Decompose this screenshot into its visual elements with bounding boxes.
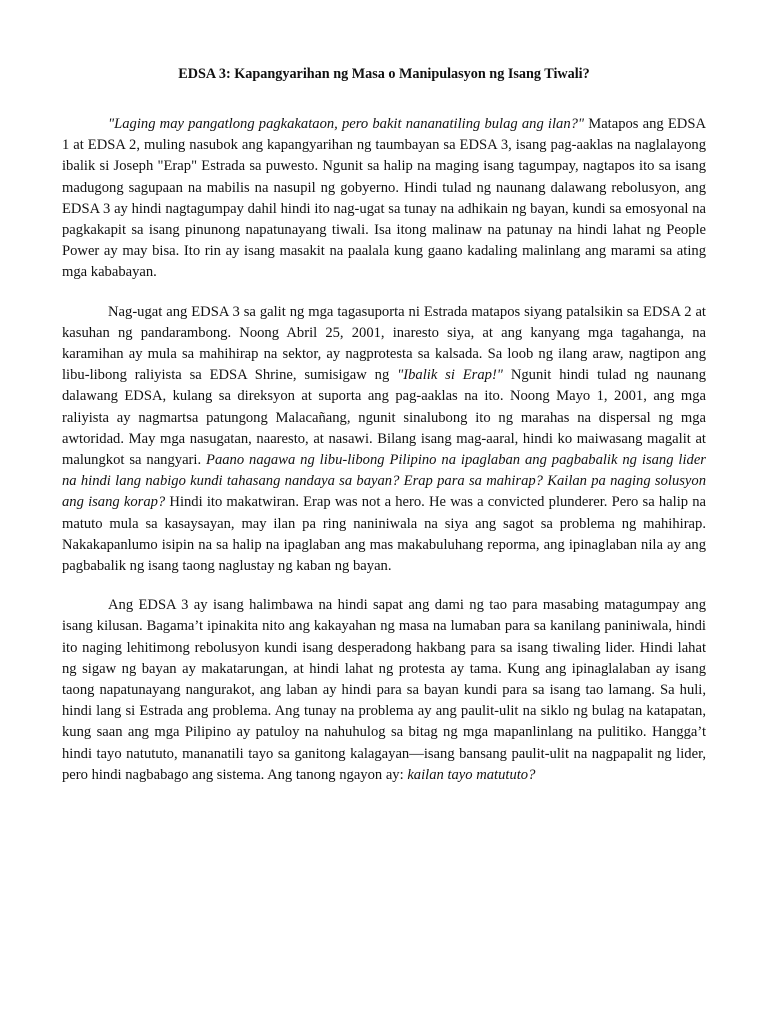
paragraph-1-run-2: Matapos ang EDSA 1 at EDSA 2, muling nasubok ang kapangyarihan ng taumbayan sa EDSA 3, isang pag-aaklas na naglalayong ibalik si Joseph "Erap" Estrada sa puwesto. Ngunit sa halip na maging isang tagumpay, nagtapos ito sa isang madugong sagupaan na mabilis na nasupil ng gobyerno. Hindi tulad ng naunang dalawang rebolusyon, ang EDSA 3 ay hindi nagtagumpay dahil hindi ito nag-ugat sa tunay na adhikain ng bayan, kundi sa emosyonal na pagkakapit sa isang pinunong napatunayang tiwali. Isa itong malinaw na patunay na hindi lahat ng People Power ay may bisa. Ito rin ay isang masakit na paalala kung gaano kadaling malinlang ang marami sa ating mga kababayan.: [62, 116, 706, 281]
document-page: [62, 64, 706, 804]
paragraph-2: [62, 302, 706, 578]
document-title: EDSA 3: Kapangyarihan ng Masa o Manipulasyon ng Isang Tiwali?: [178, 66, 590, 82]
paragraph-2-run-4: Paano nagawa ng libu-libong Pilipino na ipaglaban ang pagbabalik ng isang lider na hindi lang nabigo kundi tahasang nandaya sa bayan? Erap para sa mahirap? Kailan pa naging solusyon ang isang korap?: [62, 452, 706, 511]
paragraph-2-run-5: Hindi ito makatwiran. Erap was not a hero. He was a convicted plunderer. Pero sa halip na matuto mula sa kasaysayan, may ilan pa ring naniniwala na siya ang sagot sa problema ng mahihirap. Nakakapanlumo isipin na sa halip na ipaglaban ang mas makabuluhang reporma, ang ipinaglaban nila ay ang pagbabalik ng isang taong naglustay ng kaban ng bayan.: [62, 494, 707, 575]
paragraph-1: [62, 114, 706, 284]
paragraph-3: [62, 595, 706, 786]
paragraph-2-run-3: Ngunit hindi tulad ng naunang dalawang EDSA, kulang sa direksyon at suporta ang pag-aaklas na ito. Noong Mayo 1, 2001, ang mga raliyista ay nagmartsa patungong Malacañang, ngunit sinalubong ito ng marahas na dispersal ng mga awtoridad. May mga nasugatan, naaresto, at nasawi. Bilang isang mag-aaral, hindi ko maiwasang magalit at malungkot sa nangyari.: [62, 367, 707, 469]
paragraph-3-run-2: kailan tayo matututo?: [407, 766, 536, 783]
paragraph-2-run-1: Nag-ugat ang EDSA 3 sa galit ng mga tagasuporta ni Estrada matapos siyang patalsikin sa EDSA 2 at kasuhan ng pandarambong. Noong Abril 25, 2001, inaresto siya, at ang kanyang mga tagahanga, na karamihan ay mula sa mahihirap na sektor, ay nagprotesta sa kalsada. Sa loob ng ilang araw, nagtipon ang libu-libong raliyista sa EDSA Shrine, sumisigaw ng: [62, 303, 706, 384]
paragraph-3-run-1: Ang EDSA 3 ay isang halimbawa na hindi sapat ang dami ng tao para masabing matagumpay ang isang kilusan. Bagama’t ipinakita nito ang kakayahan ng masa na lumaban para sa kanilang paniniwala, hindi ito naging lehitimong rebolusyon kundi isang desperadong hakbang para sa isang tiwaling lider. Hindi lahat ng sigaw ng bayan ay makatarungan, at hindi lahat ng protesta ay tama. Kung ang ipinaglalaban ay isang taong napatunayang nangurakot, ang laban ay hindi para sa bayan kundi para sa isang tao lamang. Sa huli, hindi lang si Estrada ang problema. Ang tunay na problema ay ang paulit-ulit na siklo ng bulag na katapatan, kung saan ang mga Pilipino ay patuloy na nahuhulog sa bitag ng mga mapanlinlang na pulitiko. Hangga’t hindi tayo natututo, mananatili tayo sa ganitong kalagayan—isang bansang paulit-ulit na nagpapalit ng lider, pero hindi nagbabago ang sistema. Ang tanong ngayon ay:: [62, 597, 706, 783]
paragraph-1-run-1: "Laging may pangatlong pagkakataon, pero bakit nananatiling bulag ang ilan?": [108, 116, 585, 132]
paragraph-2-run-2: "Ibalik si Erap!": [397, 367, 503, 384]
